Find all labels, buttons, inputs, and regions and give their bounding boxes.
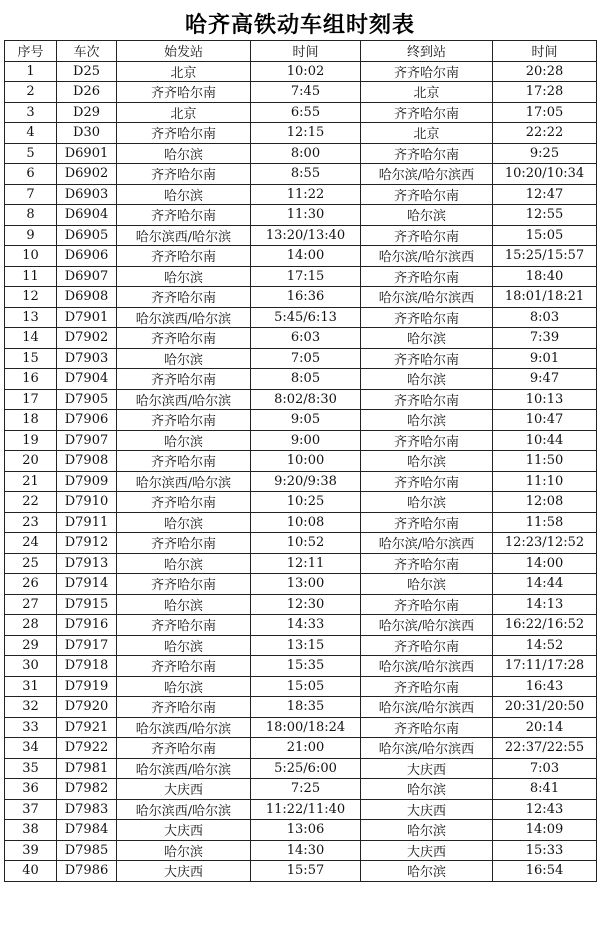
cell-seq: 26 [5,574,57,595]
cell-train: D7981 [57,758,117,779]
cell-arrive-time: 20:28 [493,61,597,82]
header-train: 车次 [57,41,117,62]
cell-origin: 齐齐哈尔南 [117,369,251,390]
cell-origin: 齐齐哈尔南 [117,410,251,431]
cell-origin: 哈尔滨 [117,594,251,615]
cell-origin: 大庆西 [117,820,251,841]
cell-train: D7984 [57,820,117,841]
table-row [5,656,597,677]
cell-destination: 齐齐哈尔南 [361,717,493,738]
cell-origin: 齐齐哈尔南 [117,164,251,185]
cell-seq: 31 [5,676,57,697]
cell-depart-time: 13:20/13:40 [251,225,361,246]
cell-destination: 齐齐哈尔南 [361,512,493,533]
cell-arrive-time: 20:14 [493,717,597,738]
cell-origin: 齐齐哈尔南 [117,82,251,103]
table-row [5,184,597,205]
cell-depart-time: 10:52 [251,533,361,554]
cell-origin: 北京 [117,102,251,123]
cell-destination: 哈尔滨 [361,820,493,841]
cell-arrive-time: 16:43 [493,676,597,697]
cell-arrive-time: 11:10 [493,471,597,492]
cell-seq: 15 [5,348,57,369]
cell-depart-time: 7:25 [251,779,361,800]
cell-seq: 8 [5,205,57,226]
table-row [5,574,597,595]
table-row [5,410,597,431]
cell-origin: 齐齐哈尔南 [117,492,251,513]
cell-origin: 齐齐哈尔南 [117,656,251,677]
cell-depart-time: 15:05 [251,676,361,697]
cell-destination: 哈尔滨 [361,328,493,349]
cell-origin: 哈尔滨 [117,512,251,533]
cell-seq: 20 [5,451,57,472]
table-row [5,676,597,697]
cell-destination: 哈尔滨 [361,369,493,390]
cell-train: D30 [57,123,117,144]
cell-depart-time: 11:30 [251,205,361,226]
table-row [5,205,597,226]
cell-arrive-time: 16:22/16:52 [493,615,597,636]
cell-train: D6901 [57,143,117,164]
cell-train: D7914 [57,574,117,595]
cell-destination: 哈尔滨/哈尔滨西 [361,246,493,267]
header-arrive-time: 时间 [493,41,597,62]
cell-depart-time: 12:30 [251,594,361,615]
cell-destination: 哈尔滨/哈尔滨西 [361,287,493,308]
table-row [5,553,597,574]
cell-origin: 哈尔滨 [117,143,251,164]
table-row [5,635,597,656]
cell-arrive-time: 10:47 [493,410,597,431]
cell-destination: 哈尔滨 [361,451,493,472]
cell-depart-time: 9:05 [251,410,361,431]
cell-arrive-time: 17:05 [493,102,597,123]
table-row [5,82,597,103]
cell-train: D7913 [57,553,117,574]
cell-train: D7901 [57,307,117,328]
cell-destination: 哈尔滨 [361,410,493,431]
cell-destination: 齐齐哈尔南 [361,676,493,697]
cell-origin: 齐齐哈尔南 [117,451,251,472]
cell-seq: 3 [5,102,57,123]
table-row [5,820,597,841]
cell-origin: 哈尔滨西/哈尔滨 [117,389,251,410]
cell-arrive-time: 14:13 [493,594,597,615]
cell-train: D7918 [57,656,117,677]
table-row [5,697,597,718]
cell-arrive-time: 18:01/18:21 [493,287,597,308]
cell-train: D29 [57,102,117,123]
cell-depart-time: 13:00 [251,574,361,595]
cell-destination: 齐齐哈尔南 [361,553,493,574]
cell-seq: 11 [5,266,57,287]
cell-seq: 7 [5,184,57,205]
cell-destination: 哈尔滨 [361,861,493,882]
cell-seq: 36 [5,779,57,800]
cell-depart-time: 8:05 [251,369,361,390]
cell-destination: 哈尔滨/哈尔滨西 [361,533,493,554]
cell-destination: 齐齐哈尔南 [361,184,493,205]
table-row [5,369,597,390]
header-seq: 序号 [5,41,57,62]
cell-depart-time: 9:00 [251,430,361,451]
cell-destination: 齐齐哈尔南 [361,348,493,369]
table-row [5,615,597,636]
cell-origin: 齐齐哈尔南 [117,574,251,595]
cell-destination: 齐齐哈尔南 [361,143,493,164]
cell-destination: 哈尔滨/哈尔滨西 [361,738,493,759]
table-row [5,471,597,492]
cell-train: D6908 [57,287,117,308]
cell-arrive-time: 14:52 [493,635,597,656]
cell-train: D7908 [57,451,117,472]
cell-depart-time: 21:00 [251,738,361,759]
cell-origin: 齐齐哈尔南 [117,533,251,554]
cell-seq: 24 [5,533,57,554]
cell-depart-time: 7:05 [251,348,361,369]
header-origin: 始发站 [117,41,251,62]
table-row [5,102,597,123]
cell-origin: 齐齐哈尔南 [117,246,251,267]
cell-train: D6907 [57,266,117,287]
cell-destination: 齐齐哈尔南 [361,61,493,82]
cell-destination: 齐齐哈尔南 [361,225,493,246]
cell-train: D7983 [57,799,117,820]
cell-depart-time: 6:55 [251,102,361,123]
cell-seq: 17 [5,389,57,410]
table-row [5,246,597,267]
cell-origin: 哈尔滨西/哈尔滨 [117,471,251,492]
cell-seq: 29 [5,635,57,656]
cell-train: D7906 [57,410,117,431]
cell-seq: 30 [5,656,57,677]
cell-arrive-time: 14:09 [493,820,597,841]
cell-depart-time: 11:22/11:40 [251,799,361,820]
cell-arrive-time: 11:58 [493,512,597,533]
cell-depart-time: 9:20/9:38 [251,471,361,492]
cell-arrive-time: 15:05 [493,225,597,246]
cell-depart-time: 13:15 [251,635,361,656]
cell-seq: 27 [5,594,57,615]
cell-arrive-time: 14:44 [493,574,597,595]
cell-destination: 北京 [361,123,493,144]
cell-origin: 哈尔滨 [117,635,251,656]
cell-origin: 齐齐哈尔南 [117,697,251,718]
cell-train: D26 [57,82,117,103]
cell-train: D7986 [57,861,117,882]
cell-depart-time: 8:55 [251,164,361,185]
cell-seq: 32 [5,697,57,718]
cell-arrive-time: 22:37/22:55 [493,738,597,759]
table-row [5,758,597,779]
cell-depart-time: 7:45 [251,82,361,103]
cell-origin: 哈尔滨 [117,266,251,287]
table-row [5,328,597,349]
cell-train: D7911 [57,512,117,533]
cell-depart-time: 13:06 [251,820,361,841]
cell-depart-time: 12:11 [251,553,361,574]
cell-arrive-time: 14:00 [493,553,597,574]
cell-arrive-time: 12:47 [493,184,597,205]
cell-destination: 大庆西 [361,840,493,861]
cell-origin: 哈尔滨 [117,840,251,861]
cell-destination: 哈尔滨 [361,574,493,595]
cell-origin: 哈尔滨 [117,430,251,451]
cell-train: D7910 [57,492,117,513]
table-row [5,861,597,882]
cell-origin: 齐齐哈尔南 [117,328,251,349]
cell-depart-time: 18:35 [251,697,361,718]
cell-arrive-time: 12:08 [493,492,597,513]
table-body [5,61,597,881]
cell-origin: 齐齐哈尔南 [117,123,251,144]
cell-arrive-time: 10:20/10:34 [493,164,597,185]
cell-seq: 21 [5,471,57,492]
cell-seq: 1 [5,61,57,82]
cell-seq: 19 [5,430,57,451]
table-row [5,307,597,328]
cell-origin: 大庆西 [117,861,251,882]
cell-train: D7916 [57,615,117,636]
table-row [5,143,597,164]
cell-depart-time: 14:00 [251,246,361,267]
cell-arrive-time: 9:47 [493,369,597,390]
cell-train: D6906 [57,246,117,267]
cell-arrive-time: 15:25/15:57 [493,246,597,267]
cell-depart-time: 10:00 [251,451,361,472]
cell-origin: 哈尔滨 [117,676,251,697]
cell-train: D7904 [57,369,117,390]
cell-arrive-time: 18:40 [493,266,597,287]
cell-destination: 哈尔滨/哈尔滨西 [361,615,493,636]
cell-train: D7903 [57,348,117,369]
cell-destination: 哈尔滨/哈尔滨西 [361,164,493,185]
table-row [5,287,597,308]
cell-train: D25 [57,61,117,82]
cell-train: D7915 [57,594,117,615]
cell-arrive-time: 11:50 [493,451,597,472]
cell-destination: 齐齐哈尔南 [361,307,493,328]
table-row [5,164,597,185]
cell-destination: 哈尔滨/哈尔滨西 [361,697,493,718]
cell-destination: 哈尔滨 [361,492,493,513]
table-header [5,41,597,62]
cell-depart-time: 18:00/18:24 [251,717,361,738]
cell-seq: 40 [5,861,57,882]
cell-arrive-time: 7:39 [493,328,597,349]
table-row [5,430,597,451]
cell-depart-time: 15:57 [251,861,361,882]
cell-seq: 23 [5,512,57,533]
cell-arrive-time: 20:31/20:50 [493,697,597,718]
cell-depart-time: 10:25 [251,492,361,513]
cell-origin: 哈尔滨西/哈尔滨 [117,758,251,779]
cell-origin: 哈尔滨西/哈尔滨 [117,799,251,820]
cell-origin: 哈尔滨 [117,184,251,205]
cell-seq: 35 [5,758,57,779]
table-row [5,512,597,533]
cell-seq: 34 [5,738,57,759]
cell-seq: 37 [5,799,57,820]
cell-train: D6905 [57,225,117,246]
cell-train: D7917 [57,635,117,656]
cell-seq: 33 [5,717,57,738]
cell-arrive-time: 12:23/12:52 [493,533,597,554]
table-row [5,840,597,861]
table-row [5,451,597,472]
cell-train: D7920 [57,697,117,718]
table-row [5,717,597,738]
cell-depart-time: 17:15 [251,266,361,287]
cell-destination: 哈尔滨 [361,779,493,800]
cell-seq: 5 [5,143,57,164]
cell-train: D7905 [57,389,117,410]
cell-depart-time: 8:02/8:30 [251,389,361,410]
table-row [5,389,597,410]
cell-destination: 齐齐哈尔南 [361,594,493,615]
cell-depart-time: 5:45/6:13 [251,307,361,328]
cell-depart-time: 16:36 [251,287,361,308]
table-row [5,799,597,820]
cell-depart-time: 5:25/6:00 [251,758,361,779]
cell-origin: 哈尔滨西/哈尔滨 [117,225,251,246]
cell-seq: 2 [5,82,57,103]
cell-destination: 齐齐哈尔南 [361,430,493,451]
cell-train: D7919 [57,676,117,697]
cell-train: D7909 [57,471,117,492]
cell-train: D7982 [57,779,117,800]
cell-seq: 6 [5,164,57,185]
header-row [5,41,597,62]
cell-train: D6902 [57,164,117,185]
table-row [5,594,597,615]
cell-depart-time: 8:00 [251,143,361,164]
cell-train: D7907 [57,430,117,451]
cell-seq: 9 [5,225,57,246]
cell-arrive-time: 8:03 [493,307,597,328]
cell-arrive-time: 16:54 [493,861,597,882]
cell-origin: 北京 [117,61,251,82]
cell-arrive-time: 9:25 [493,143,597,164]
table-row [5,738,597,759]
cell-depart-time: 10:08 [251,512,361,533]
cell-seq: 13 [5,307,57,328]
cell-origin: 哈尔滨西/哈尔滨 [117,717,251,738]
cell-origin: 齐齐哈尔南 [117,738,251,759]
cell-depart-time: 12:15 [251,123,361,144]
table-row [5,61,597,82]
table-row [5,123,597,144]
cell-destination: 大庆西 [361,758,493,779]
header-destination: 终到站 [361,41,493,62]
cell-destination: 齐齐哈尔南 [361,102,493,123]
cell-arrive-time: 17:28 [493,82,597,103]
cell-depart-time: 11:22 [251,184,361,205]
cell-arrive-time: 15:33 [493,840,597,861]
cell-destination: 北京 [361,82,493,103]
cell-train: D7902 [57,328,117,349]
cell-train: D7912 [57,533,117,554]
cell-destination: 哈尔滨 [361,205,493,226]
cell-depart-time: 10:02 [251,61,361,82]
table-row [5,266,597,287]
cell-seq: 14 [5,328,57,349]
cell-origin: 哈尔滨西/哈尔滨 [117,307,251,328]
page-title: 哈齐高铁动车组时刻表 [184,13,415,38]
cell-origin: 齐齐哈尔南 [117,287,251,308]
cell-destination: 齐齐哈尔南 [361,635,493,656]
cell-seq: 25 [5,553,57,574]
cell-origin: 齐齐哈尔南 [117,615,251,636]
cell-seq: 12 [5,287,57,308]
cell-seq: 4 [5,123,57,144]
timetable [4,40,597,882]
cell-arrive-time: 8:41 [493,779,597,800]
cell-arrive-time: 7:03 [493,758,597,779]
cell-seq: 16 [5,369,57,390]
cell-depart-time: 14:33 [251,615,361,636]
cell-train: D7922 [57,738,117,759]
cell-seq: 39 [5,840,57,861]
cell-destination: 大庆西 [361,799,493,820]
cell-origin: 哈尔滨 [117,348,251,369]
table-row [5,225,597,246]
cell-destination: 齐齐哈尔南 [361,471,493,492]
header-depart-time: 时间 [251,41,361,62]
cell-train: D6904 [57,205,117,226]
table-row [5,779,597,800]
cell-arrive-time: 10:13 [493,389,597,410]
cell-destination: 齐齐哈尔南 [361,266,493,287]
cell-seq: 22 [5,492,57,513]
cell-seq: 38 [5,820,57,841]
cell-arrive-time: 17:11/17:28 [493,656,597,677]
table-row [5,533,597,554]
cell-seq: 10 [5,246,57,267]
cell-train: D7985 [57,840,117,861]
cell-origin: 大庆西 [117,779,251,800]
cell-arrive-time: 9:01 [493,348,597,369]
cell-arrive-time: 10:44 [493,430,597,451]
cell-arrive-time: 12:43 [493,799,597,820]
cell-train: D7921 [57,717,117,738]
cell-depart-time: 14:30 [251,840,361,861]
cell-destination: 哈尔滨/哈尔滨西 [361,656,493,677]
cell-origin: 齐齐哈尔南 [117,205,251,226]
cell-train: D6903 [57,184,117,205]
cell-origin: 哈尔滨 [117,553,251,574]
cell-seq: 28 [5,615,57,636]
cell-depart-time: 6:03 [251,328,361,349]
cell-destination: 齐齐哈尔南 [361,389,493,410]
table-row [5,492,597,513]
cell-arrive-time: 22:22 [493,123,597,144]
cell-seq: 18 [5,410,57,431]
table-row [5,348,597,369]
cell-arrive-time: 12:55 [493,205,597,226]
cell-depart-time: 15:35 [251,656,361,677]
